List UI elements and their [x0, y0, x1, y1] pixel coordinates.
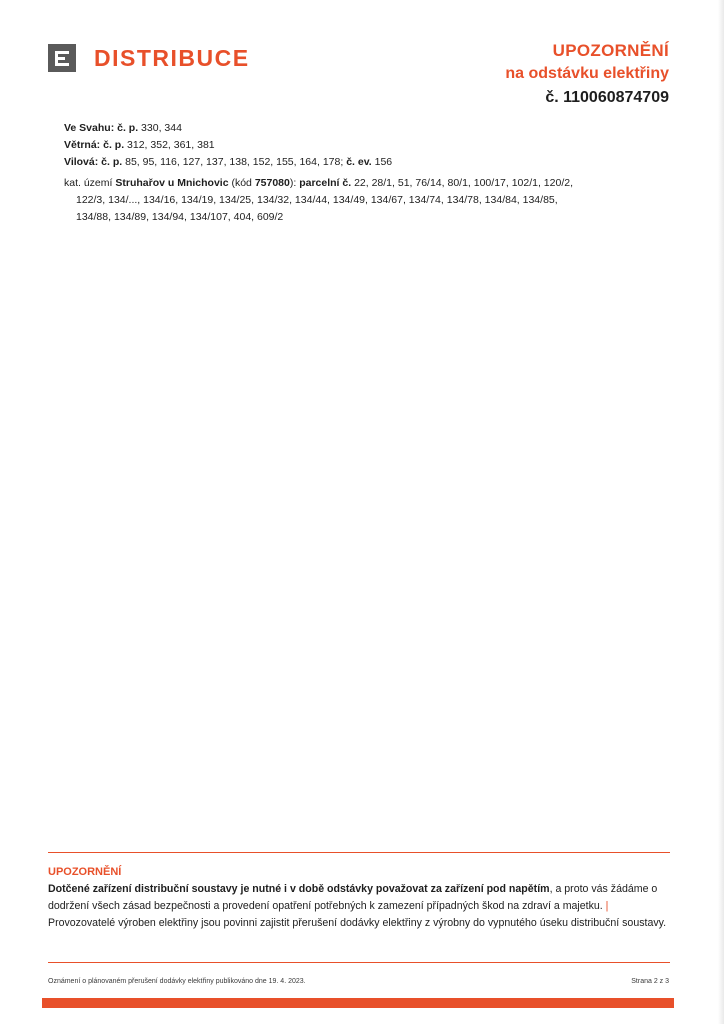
cadastre-prefix: kat. území	[64, 177, 116, 189]
footer-publication-note: Oznámení o plánovaném přerušení dodávky elektřiny publikováno dne 19. 4. 2023.	[48, 978, 306, 985]
address-line	[64, 154, 674, 171]
notice-divider	[48, 962, 670, 963]
cadastre-code-open: (kód	[228, 177, 255, 189]
street-name: Větrná:	[64, 139, 101, 151]
cadastre-code-close: ):	[289, 177, 300, 189]
ev-label: č. ev.	[346, 156, 372, 168]
cp-label: č. p.	[101, 156, 123, 168]
notice-body	[48, 881, 670, 932]
notice-header	[505, 40, 669, 110]
header-subtitle: na odstávku elektřiny	[505, 65, 669, 82]
street-name: Vilová:	[64, 156, 99, 168]
logo-mark-icon	[48, 44, 76, 72]
house-numbers: 312, 352, 361, 381	[124, 139, 215, 151]
cadastre-parcels	[64, 175, 674, 226]
parcel-label: parcelní č.	[299, 177, 352, 189]
parcel-numbers-1: 22, 28/1, 51, 76/14, 80/1, 100/17, 102/1, 120/2,	[351, 177, 574, 189]
cadastre-name: Struhařov u Mnichovic	[115, 177, 229, 189]
parcel-numbers-3: 134/88, 134/89, 134/94, 134/107, 404, 609/2	[76, 211, 284, 223]
page-edge	[718, 0, 724, 1024]
footer-page-number: Strana 2 z 3	[631, 978, 669, 985]
notice-title: UPOZORNĚNÍ	[48, 866, 122, 878]
street-name: Ve Svahu:	[64, 122, 115, 134]
notice-separator: |	[602, 900, 609, 912]
notice-text-2: Provozovatelé výroben elektřiny jsou povinni zajistit přerušení dodávky elektřiny z výrobny do vypnutého úseku distribuční soustavy.	[48, 917, 667, 929]
house-numbers: 330, 344	[138, 122, 182, 134]
logo-text: DISTRIBUCE	[94, 44, 250, 71]
safety-notice	[48, 852, 670, 932]
address-line	[64, 120, 674, 137]
parcel-numbers-2: 122/3, 134/..., 134/16, 134/19, 134/25, 134/32, 134/44, 134/49, 134/67, 134/74, 134/78, 134/84, 134/85,	[76, 194, 558, 206]
house-numbers: 85, 95, 116, 127, 137, 138, 152, 155, 164, 178;	[122, 156, 344, 168]
address-line	[64, 137, 674, 154]
ev-numbers: 156	[371, 156, 393, 168]
cp-label: č. p.	[117, 122, 139, 134]
bottom-accent-bar	[42, 998, 674, 1008]
header-title: UPOZORNĚNÍ	[552, 41, 669, 60]
affected-addresses	[64, 120, 674, 226]
cadastre-code: 757080	[254, 177, 290, 189]
header-number: č. 110060874709	[545, 89, 669, 106]
company-logo	[48, 43, 250, 73]
notice-bold-text: Dotčené zařízení distribuční soustavy je nutné i v době odstávky považovat za zařízení pod napětím	[48, 883, 550, 895]
notice-text-1: , a proto vás žádáme o dodržení všech zásad bezpečnosti a provedení opatření potřebných k zamezení případných škod na zdraví a majetku.	[48, 883, 658, 912]
cp-label: č. p.	[103, 139, 125, 151]
